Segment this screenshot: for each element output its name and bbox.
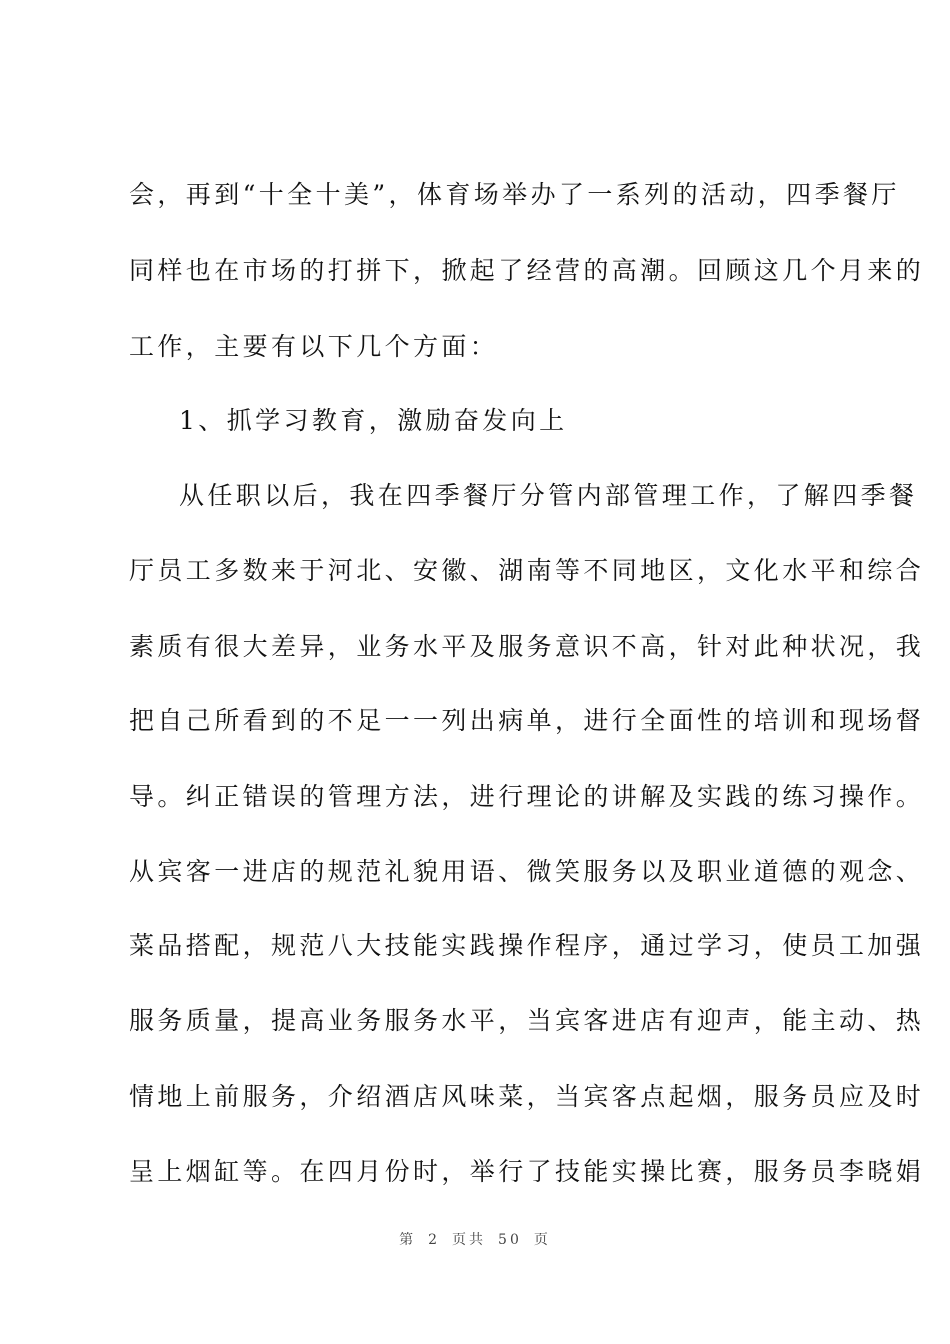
footer-total-pages: 50 [498, 1232, 522, 1248]
paragraph-line: 厅员工多数来于河北、安徽、湖南等不同地区，文化水平和综合 [129, 556, 925, 585]
section-heading: 1、抓学习教育，激励奋发向上 [179, 406, 568, 435]
paragraph-line: 会，再到“十全十美”，体育场举办了一系列的活动，四季餐厅 [129, 180, 900, 209]
paragraph-line: 从宾客一进店的规范礼貌用语、微笑服务以及职业道德的观念、 [129, 857, 925, 886]
paragraph-line: 服务质量，提高业务服务水平，当宾客进店有迎声，能主动、热 [129, 1006, 925, 1035]
paragraph-line: 菜品搭配，规范八大技能实践操作程序，通过学习，使员工加强 [129, 931, 925, 960]
paragraph-line: 同样也在市场的打拼下，掀起了经营的高潮。回顾这几个月来的 [129, 256, 925, 285]
paragraph-line: 把自己所看到的不足一一列出病单，进行全面性的培训和现场督 [129, 706, 925, 735]
paragraph-line: 导。纠正错误的管理方法，进行理论的讲解及实践的练习操作。 [129, 782, 925, 811]
paragraph-line: 情地上前服务，介绍酒店风味菜，当宾客点起烟，服务员应及时 [129, 1082, 925, 1111]
footer-suffix: 页 [533, 1232, 551, 1248]
paragraph-line: 从任职以后，我在四季餐厅分管内部管理工作，了解四季餐 [179, 481, 918, 510]
page-footer [0, 1229, 950, 1249]
paragraph-line: 素质有很大差异，业务水平及服务意识不高，针对此种状况，我 [129, 632, 925, 661]
paragraph-line: 呈上烟缸等。在四月份时，举行了技能实操比赛，服务员李晓娟 [129, 1157, 925, 1186]
footer-page-number: 2 [428, 1232, 441, 1248]
footer-middle: 页共 [452, 1232, 487, 1248]
paragraph-line: 工作，主要有以下几个方面： [129, 332, 499, 361]
footer-prefix: 第 [399, 1232, 417, 1248]
